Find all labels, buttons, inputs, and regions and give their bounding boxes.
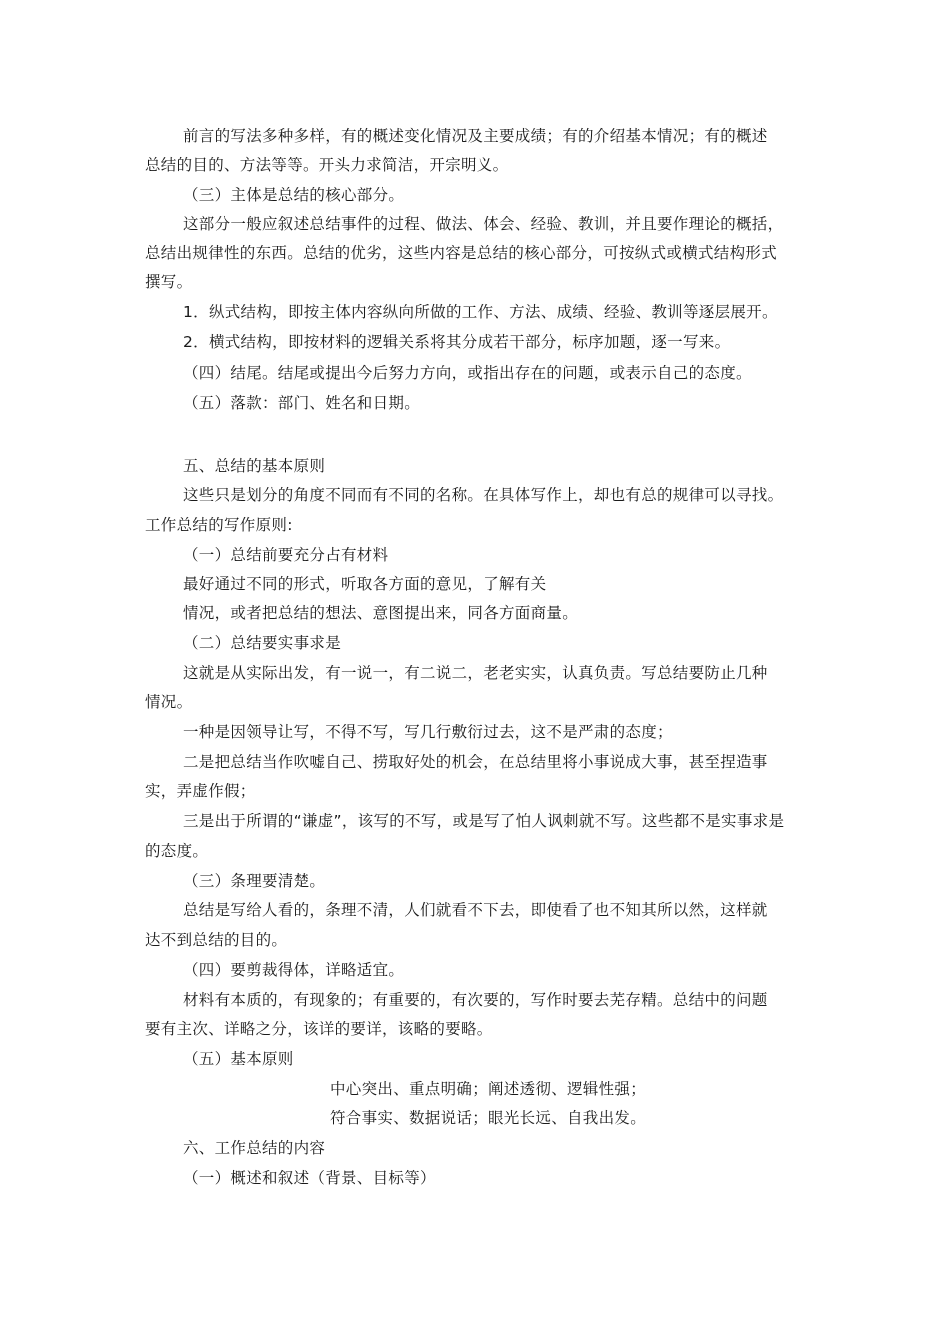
principle-line: 符合事实、数据说话；眼光长远、自我出发。 bbox=[330, 1109, 647, 1127]
text-line: 最好通过不同的形式，听取各方面的意见，了解有关 bbox=[183, 575, 547, 593]
text-line: 工作总结的写作原则: bbox=[145, 516, 293, 534]
section-heading: （一）概述和叙述（背景、目标等） bbox=[183, 1169, 436, 1187]
text-line: 2．横式结构，即按材料的逻辑关系将其分成若干部分，标序加题，逐一写来。 bbox=[183, 333, 731, 351]
text-line: 一种是因领导让写，不得不写，写几行敷衍过去，这不是严肃的态度； bbox=[183, 723, 673, 741]
section-heading: （三）主体是总结的核心部分。 bbox=[183, 186, 405, 204]
text-line: 情况，或者把总结的想法、意图提出来，同各方面商量。 bbox=[183, 604, 579, 622]
principle-line: 中心突出、重点明确；阐述透彻、逻辑性强； bbox=[330, 1080, 647, 1098]
section-heading: （五）基本原则 bbox=[183, 1050, 294, 1068]
section-heading: （二）总结要实事求是 bbox=[183, 634, 342, 652]
section-heading: （四）结尾。结尾或提出今后努力方向，或指出存在的问题，或表示自己的态度。 bbox=[183, 364, 752, 382]
text-line: 这部分一般应叙述总结事件的过程、做法、体会、经验、教训，并且要作理论的概括， bbox=[183, 215, 784, 233]
text-line: 总结是写给人看的，条理不清，人们就看不下去，即使看了也不知其所以然，这样就 bbox=[183, 901, 768, 919]
text-line: 前言的写法多种多样，有的概述变化情况及主要成绩；有的介绍基本情况；有的概述 bbox=[183, 127, 768, 145]
text-line: 1．纵式结构，即按主体内容纵向所做的工作、方法、成绩、经验、教训等逐层展开。 bbox=[183, 303, 778, 321]
text-line: 材料有本质的，有现象的；有重要的，有次要的，写作时要去芜存精。总结中的问题 bbox=[183, 991, 768, 1009]
section-heading: （四）要剪裁得体，详略适宜。 bbox=[183, 961, 405, 979]
text-line: 三是出于所谓的“谦虚”，该写的不写，或是写了怕人讽刺就不写。这些都不是实事求是 bbox=[183, 812, 785, 830]
section-heading: （一）总结前要充分占有材料 bbox=[183, 546, 389, 564]
text-line: 的态度。 bbox=[145, 842, 209, 860]
text-line: 达不到总结的目的。 bbox=[145, 931, 288, 949]
text-line: 二是把总结当作吹嘘自己、捞取好处的机会，在总结里将小事说成大事，甚至捏造事 bbox=[183, 753, 768, 771]
text-line: 要有主次、详略之分，该详的要详，该略的要略。 bbox=[145, 1020, 493, 1038]
text-line: 这就是从实际出发，有一说一，有二说二，老老实实，认真负责。写总结要防止几种 bbox=[183, 664, 768, 682]
section-heading: （五）落款：部门、姓名和日期。 bbox=[183, 394, 421, 412]
text-line: 总结出规律性的东西。总结的优劣，这些内容是总结的核心部分，可按纵式或横式结构形式 bbox=[145, 244, 778, 262]
text-line: 这些只是划分的角度不同而有不同的名称。在具体写作上，却也有总的规律可以寻找。 bbox=[183, 486, 784, 504]
text-line: 实，弄虚作假； bbox=[145, 782, 256, 800]
chapter-heading: 五、总结的基本原则 bbox=[183, 457, 326, 475]
chapter-heading: 六、工作总结的内容 bbox=[183, 1139, 326, 1157]
text-line: 情况。 bbox=[145, 693, 193, 711]
section-heading: （三）条理要清楚。 bbox=[183, 872, 326, 890]
text-line: 撰写。 bbox=[145, 273, 193, 291]
text-line: 总结的目的、方法等等。开头力求简洁，开宗明义。 bbox=[145, 156, 509, 174]
